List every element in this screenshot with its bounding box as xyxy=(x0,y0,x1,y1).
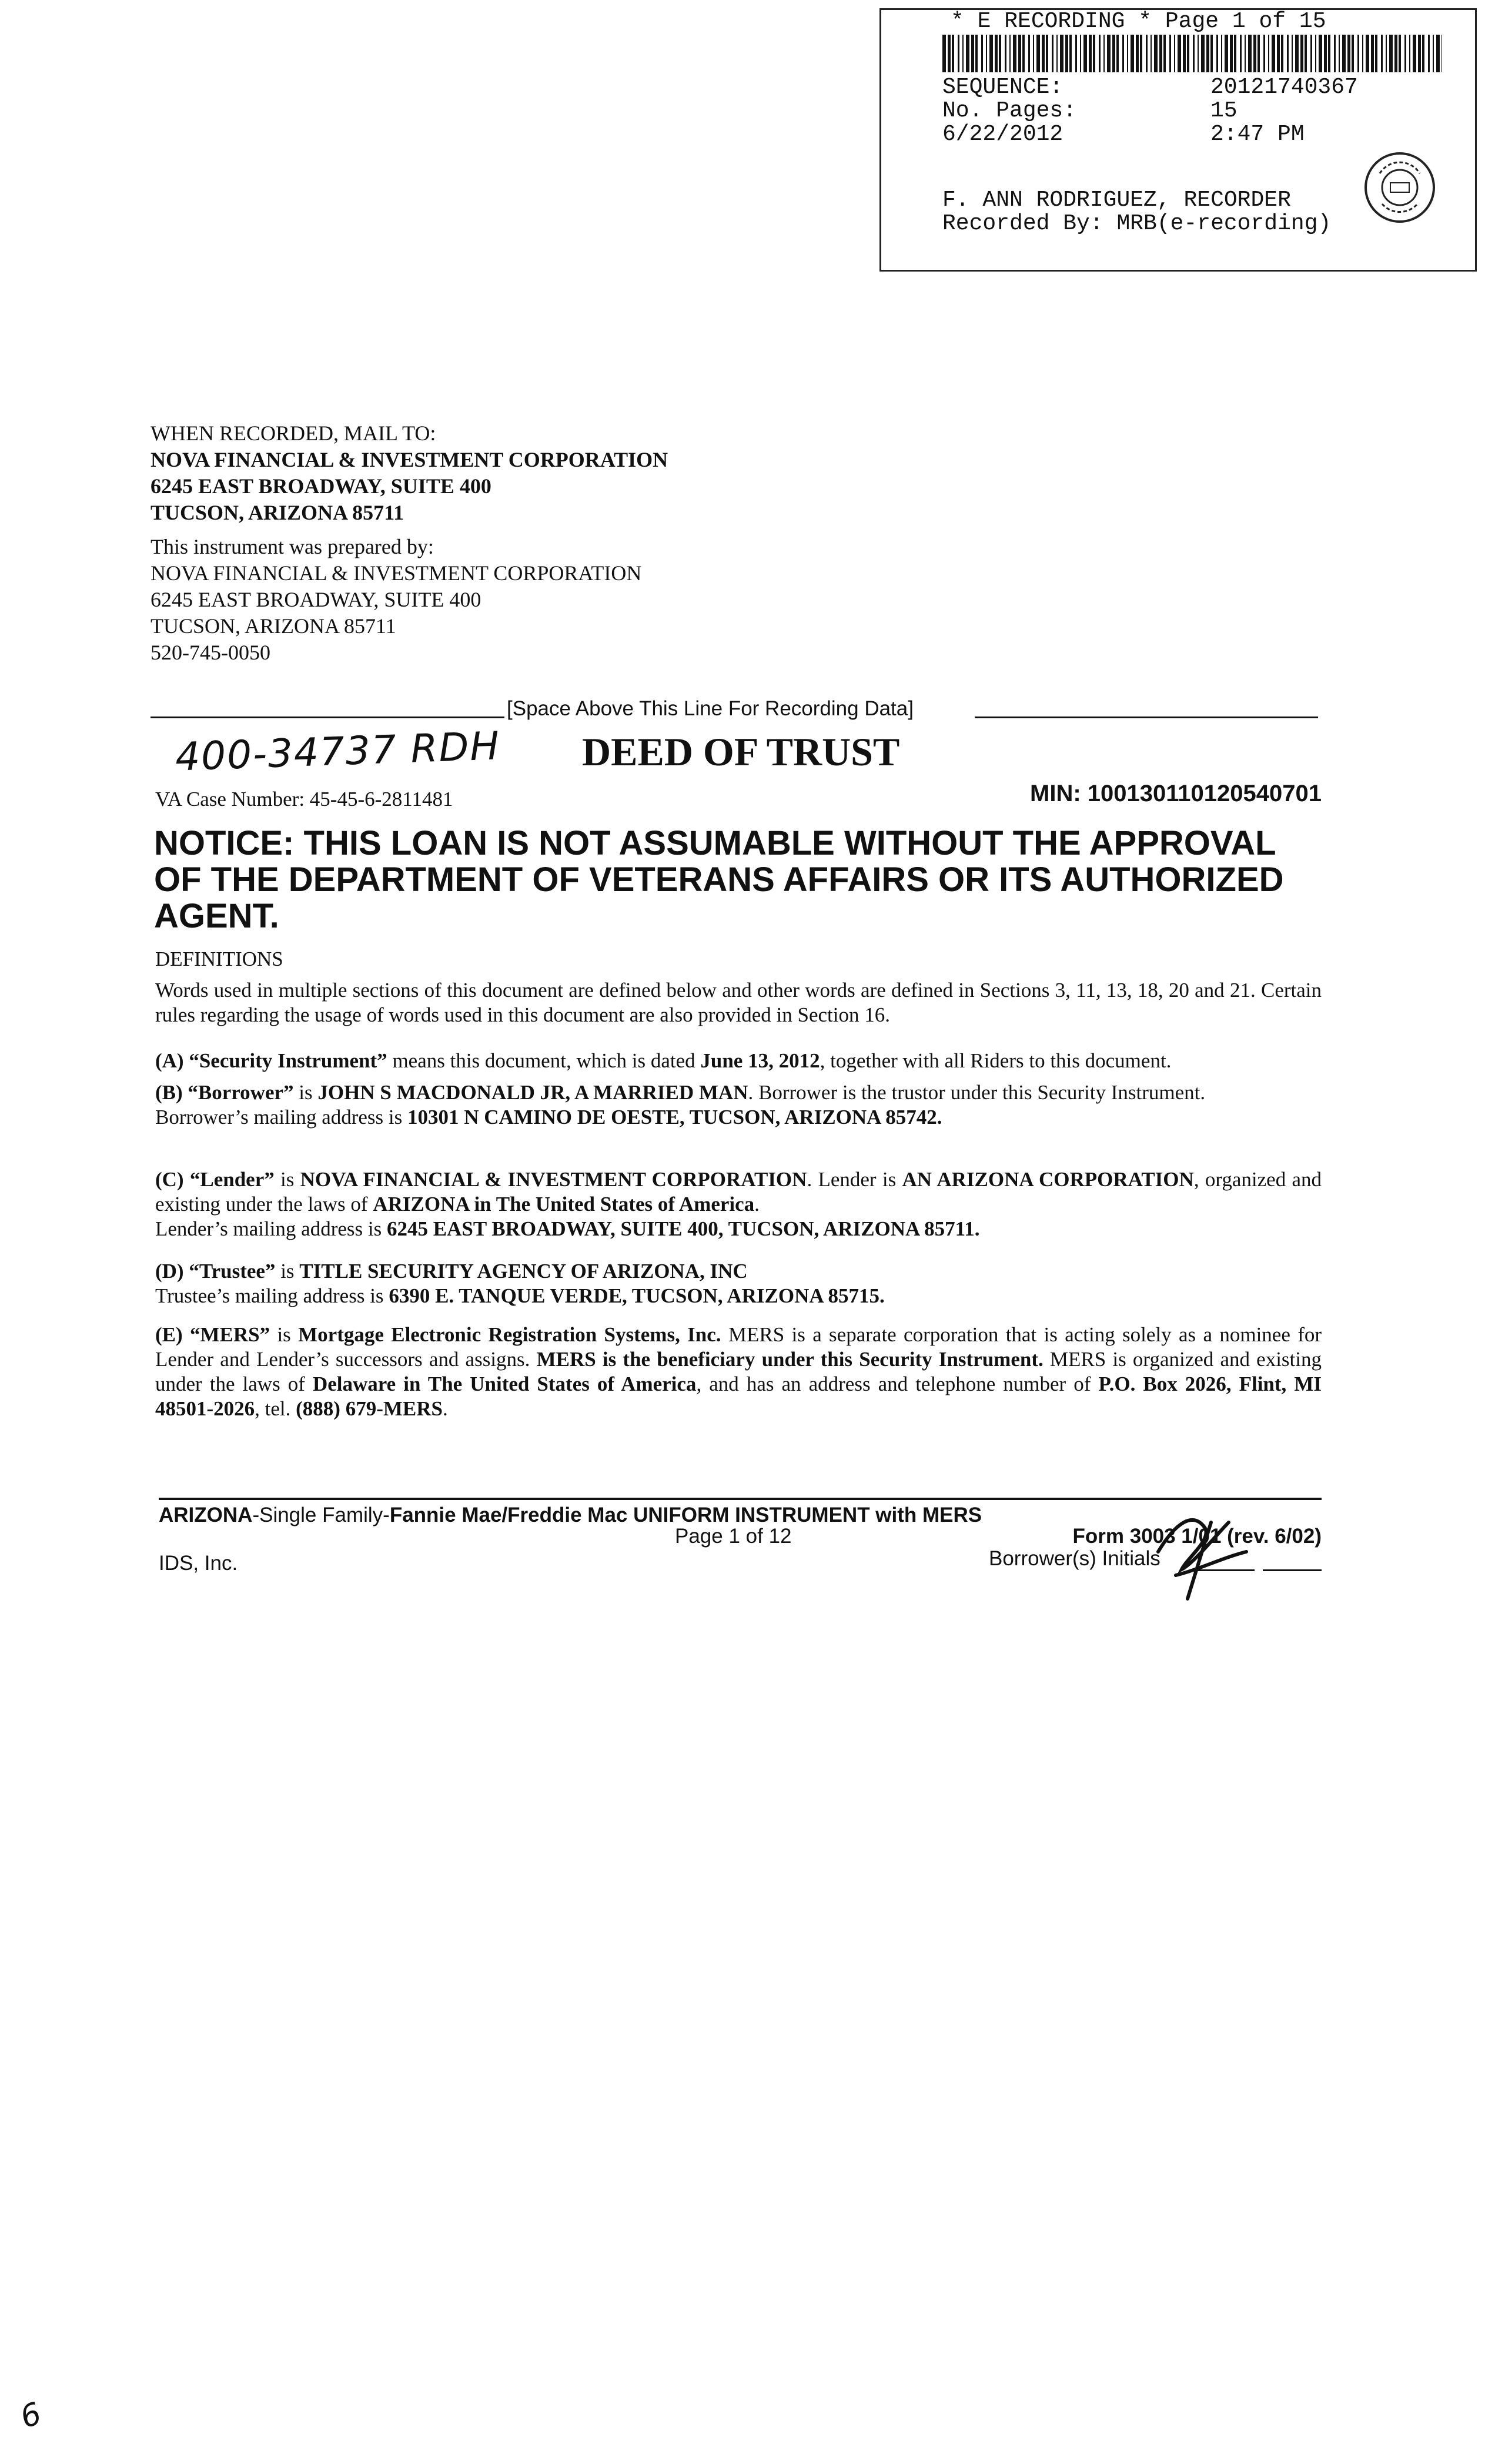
stamp-recorder: F. ANN RODRIGUEZ, RECORDER xyxy=(942,188,1291,213)
definition-a-label: (A) “Security Instrument” xyxy=(155,1049,387,1072)
va-case-number: VA Case Number: 45-45-6-2811481 xyxy=(155,788,453,811)
margin-mark: 6 xyxy=(15,2396,46,2436)
barcode-bar xyxy=(1422,35,1424,72)
barcode-bar xyxy=(1352,35,1354,72)
mail-to-street: 6245 EAST BROADWAY, SUITE 400 xyxy=(150,474,491,498)
footer-form-number: Form 3003 1/01 (rev. 6/02) xyxy=(1072,1525,1322,1548)
barcode-bar xyxy=(1080,35,1081,72)
barcode-bar xyxy=(1060,35,1063,72)
barcode-bar xyxy=(1389,35,1393,72)
stamp-date: 6/22/2012 xyxy=(942,122,1063,147)
barcode-bar xyxy=(1154,35,1158,72)
barcode-bar xyxy=(1342,35,1346,72)
stamp-sequence-label: SEQUENCE: xyxy=(942,75,1063,100)
mers-name: Mortgage Electronic Registration Systems, Inc. xyxy=(298,1323,721,1346)
definition-d-label: (D) “Trustee” xyxy=(155,1260,276,1283)
definition-d-text: is xyxy=(275,1260,300,1283)
barcode-bar xyxy=(1136,35,1139,72)
stamp-title: * E RECORDING * Page 1 of 15 xyxy=(951,9,1326,34)
recording-rule-right xyxy=(975,717,1318,718)
definition-c-text: is xyxy=(274,1168,300,1191)
prepared-by-phone: 520-745-0050 xyxy=(150,641,270,664)
barcode-bar xyxy=(1436,35,1440,72)
barcode-bar xyxy=(1187,35,1189,72)
barcode-bar xyxy=(942,35,946,72)
barcode-bar xyxy=(1112,35,1115,72)
barcode-bar xyxy=(1347,35,1350,72)
prepared-by-street: 6245 EAST BROADWAY, SUITE 400 xyxy=(150,588,481,611)
barcode-bar xyxy=(1404,35,1406,72)
barcode-bar xyxy=(1159,35,1162,72)
county-seal-icon xyxy=(1362,150,1437,225)
recording-stamp xyxy=(879,8,1477,272)
barcode-bar xyxy=(1310,35,1312,72)
barcode-bar xyxy=(1028,35,1030,72)
barcode-bar xyxy=(1169,35,1171,72)
barcode-bar xyxy=(1324,35,1327,72)
definitions-heading: DEFINITIONS xyxy=(155,948,283,970)
barcode-bar xyxy=(1216,35,1218,72)
barcode-bar xyxy=(1013,35,1016,72)
barcode-bar xyxy=(1140,35,1142,72)
barcode-bar xyxy=(1036,35,1040,72)
definition-b-label: (B) “Borrower” xyxy=(155,1081,294,1104)
barcode-bar xyxy=(1234,35,1236,72)
barcode-bar xyxy=(1089,35,1092,72)
footer-instrument-line xyxy=(159,1504,982,1527)
barcode-bar xyxy=(1131,35,1134,72)
recording-rule-left xyxy=(150,717,504,718)
mers-phone: (888) 679-MERS xyxy=(296,1397,443,1420)
barcode-bar xyxy=(1371,35,1374,72)
mers-jurisdiction: Delaware in The United States of America xyxy=(312,1372,697,1395)
definition-b xyxy=(155,1080,1322,1130)
stamp-pages-label: No. Pages: xyxy=(942,98,1077,123)
barcode-bar xyxy=(1174,35,1175,72)
barcode-bar xyxy=(1295,35,1299,72)
definition-a-text: means this document, which is dated xyxy=(387,1049,701,1072)
barcode-bar xyxy=(1178,35,1181,72)
barcode-bar xyxy=(1305,35,1307,72)
barcode-bar xyxy=(1099,35,1101,72)
barcode-bar xyxy=(1413,35,1416,72)
mail-to-city: TUCSON, ARIZONA 85711 xyxy=(150,501,404,524)
footer-initials-label: Borrower(s) Initials xyxy=(989,1547,1160,1570)
stamp-time: 2:47 PM xyxy=(1210,122,1305,147)
prepared-by-city: TUCSON, ARIZONA 85711 xyxy=(150,614,396,638)
definition-e-text-5: , tel. xyxy=(255,1397,296,1420)
barcode-bar xyxy=(1328,35,1330,72)
barcode-bar xyxy=(1433,35,1434,72)
prepared-by-block xyxy=(150,534,641,666)
barcode-bar xyxy=(1381,35,1383,72)
barcode-bar xyxy=(1093,35,1095,72)
definition-b-text: is xyxy=(293,1081,318,1104)
barcode-bar xyxy=(971,35,974,72)
barcode-bar xyxy=(1366,35,1369,72)
definition-e-text-4: , and has an address and telephone number of xyxy=(696,1372,1099,1395)
barcode-bar xyxy=(1253,35,1256,72)
barcode-bar xyxy=(1319,35,1322,72)
barcode-bar xyxy=(958,35,959,72)
barcode xyxy=(942,35,1442,72)
definition-e-text: is xyxy=(270,1323,299,1346)
barcode-bar xyxy=(1056,35,1058,72)
barcode-bar xyxy=(1116,35,1119,72)
document-title: DEED OF TRUST xyxy=(582,729,900,774)
definition-e-text-3: MERS is organized and existing under the laws of xyxy=(155,1348,1322,1395)
definition-a xyxy=(155,1049,1322,1073)
footer-instrument: Fannie Mae/Freddie Mac UNIFORM INSTRUMENT with MERS xyxy=(389,1504,982,1526)
trustee-mail-label: Trustee’s mailing address is xyxy=(155,1284,389,1307)
definition-c-label: (C) “Lender” xyxy=(155,1168,275,1191)
barcode-bar xyxy=(1193,35,1195,72)
barcode-bar xyxy=(966,35,969,72)
definition-d xyxy=(155,1259,1322,1308)
barcode-bar xyxy=(1225,35,1228,72)
barcode-bar xyxy=(1362,35,1363,72)
mail-to-heading: WHEN RECORDED, MAIL TO: xyxy=(150,421,436,445)
barcode-bar xyxy=(1198,35,1199,72)
barcode-bar xyxy=(995,35,998,72)
mers-address: P.O. Box 2026, Flint, MI 48501-2026 xyxy=(155,1372,1322,1420)
definition-b-text-end: . Borrower is the trustor under this Security Instrument. xyxy=(748,1081,1206,1104)
barcode-bar xyxy=(1240,35,1242,72)
barcode-bar xyxy=(1221,35,1222,72)
barcode-bar xyxy=(1052,35,1054,72)
barcode-bar xyxy=(1018,35,1021,72)
barcode-bar xyxy=(1206,35,1209,72)
barcode-bar xyxy=(1409,35,1410,72)
barcode-bar xyxy=(1005,35,1006,72)
lender-mail-address: 6245 EAST BROADWAY, SUITE 400, TUCSON, ARIZONA 85711. xyxy=(387,1217,980,1240)
barcode-bar xyxy=(1103,35,1105,72)
barcode-bar xyxy=(1277,35,1280,72)
barcode-bar xyxy=(1151,35,1152,72)
barcode-bar xyxy=(1127,35,1128,72)
barcode-bar xyxy=(1046,35,1048,72)
barcode-bar xyxy=(1022,35,1025,72)
borrower-name: JOHN S MACDONALD JR, A MARRIED MAN xyxy=(317,1081,748,1104)
barcode-bar xyxy=(1428,35,1430,72)
mers-beneficiary-statement: MERS is the beneficiary under this Security Instrument. xyxy=(536,1348,1044,1371)
barcode-bar xyxy=(1146,35,1148,72)
borrower-initials-signature xyxy=(1141,1487,1258,1605)
definition-a-date: June 13, 2012 xyxy=(700,1049,820,1072)
definition-c xyxy=(155,1167,1322,1241)
trustee-name: TITLE SECURITY AGENCY OF ARIZONA, INC xyxy=(299,1260,748,1283)
stamp-recorded-by: Recorded By: MRB(e-recording) xyxy=(942,211,1332,236)
barcode-bar xyxy=(1418,35,1421,72)
definition-a-text-end: , together with all Riders to this document. xyxy=(820,1049,1172,1072)
definition-e xyxy=(155,1323,1322,1421)
barcode-bar xyxy=(1183,35,1186,72)
trustee-mail-address: 6390 E. TANQUE VERDE, TUCSON, ARIZONA 85715. xyxy=(389,1284,885,1307)
definition-c-text-3: , organized and existing under the laws of xyxy=(155,1168,1322,1216)
barcode-bar xyxy=(975,35,978,72)
barcode-bar xyxy=(986,35,987,72)
barcode-bar xyxy=(1399,35,1401,72)
barcode-bar xyxy=(1357,35,1359,72)
barcode-bar xyxy=(1257,35,1260,72)
lender-type: AN ARIZONA CORPORATION xyxy=(902,1168,1194,1191)
lender-jurisdiction: ARIZONA in The United States of America xyxy=(373,1193,755,1216)
barcode-bar xyxy=(1201,35,1205,72)
space-above-label: [Space Above This Line For Recording Data] xyxy=(507,697,914,720)
definition-c-text-2: . Lender is xyxy=(807,1168,902,1191)
notice-text: NOTICE: THIS LOAN IS NOT ASSUMABLE WITHOUT THE APPROVAL OF THE DEPARTMENT OF VETERANS AFFAIRS OR ITS AUTHORIZED AGENT. xyxy=(154,824,1284,935)
barcode-bar xyxy=(1163,35,1166,72)
barcode-bar xyxy=(1334,35,1336,72)
barcode-bar xyxy=(999,35,1001,72)
barcode-bar xyxy=(962,35,964,72)
prepared-by-name: NOVA FINANCIAL & INVESTMENT CORPORATION xyxy=(150,561,642,585)
barcode-bar xyxy=(981,35,983,72)
lender-mail-label: Lender’s mailing address is xyxy=(155,1217,387,1240)
barcode-bar xyxy=(1315,35,1316,72)
barcode-bar xyxy=(1292,35,1293,72)
footer-state: ARIZONA xyxy=(159,1504,253,1526)
barcode-bar xyxy=(1272,35,1275,72)
barcode-bar xyxy=(952,35,954,72)
definition-e-text-6: . xyxy=(442,1397,448,1420)
footer-family: -Single Family- xyxy=(252,1504,390,1526)
barcode-bar xyxy=(1042,35,1045,72)
stamp-pages-value: 15 xyxy=(1210,98,1238,123)
borrower-mail-address: 10301 N CAMINO DE OESTE, TUCSON, ARIZONA 85742. xyxy=(407,1106,942,1129)
prepared-by-heading: This instrument was prepared by: xyxy=(150,535,434,558)
handwritten-file-number: 400-34737 RDH xyxy=(174,723,501,780)
barcode-bar xyxy=(1122,35,1124,72)
barcode-bar xyxy=(1339,35,1340,72)
barcode-bar xyxy=(1065,35,1068,72)
barcode-bar xyxy=(1009,35,1011,72)
barcode-bar xyxy=(1394,35,1397,72)
barcode-bar xyxy=(1245,35,1246,72)
definition-e-text-2: MERS is a separate corporation that is acting solely as a nominee for Lender and Lender’s successors and assigns. xyxy=(155,1323,1322,1371)
barcode-bar xyxy=(1300,35,1303,72)
barcode-bar xyxy=(1375,35,1377,72)
stamp-sequence-value: 20121740367 xyxy=(1210,75,1358,100)
barcode-bar xyxy=(1287,35,1289,72)
barcode-bar xyxy=(1386,35,1387,72)
barcode-bar xyxy=(1281,35,1283,72)
barcode-bar xyxy=(1268,35,1269,72)
barcode-bar xyxy=(1210,35,1213,72)
barcode-bar xyxy=(1230,35,1233,72)
barcode-bar xyxy=(1075,35,1077,72)
definition-e-label: (E) “MERS” xyxy=(155,1323,270,1346)
footer-page-number: Page 1 of 12 xyxy=(675,1525,792,1548)
definitions-intro: Words used in multiple sections of this document are defined below and other words are defined in Sections 3, 11, 13, 18, 20 and 21. Certain rules regarding the usage of words used in this document are also provided in Section 16. xyxy=(155,979,1322,1026)
barcode-bar xyxy=(1248,35,1252,72)
lender-name: NOVA FINANCIAL & INVESTMENT CORPORATION xyxy=(300,1168,807,1191)
barcode-bar xyxy=(1107,35,1111,72)
footer-vendor: IDS, Inc. xyxy=(159,1552,238,1575)
min-number: MIN: 100130110120540701 xyxy=(1030,781,1322,806)
barcode-bar xyxy=(989,35,993,72)
barcode-bar xyxy=(1083,35,1087,72)
barcode-bar xyxy=(1263,35,1265,72)
initials-line-2 xyxy=(1263,1569,1322,1571)
barcode-bar xyxy=(948,35,951,72)
borrower-mail-label: Borrower’s mailing address is xyxy=(155,1106,408,1129)
barcode-bar xyxy=(1033,35,1034,72)
mail-to-block xyxy=(150,420,668,526)
mail-to-name: NOVA FINANCIAL & INVESTMENT CORPORATION xyxy=(150,448,668,471)
definition-c-text-4: . xyxy=(754,1193,760,1216)
barcode-bar xyxy=(1069,35,1072,72)
